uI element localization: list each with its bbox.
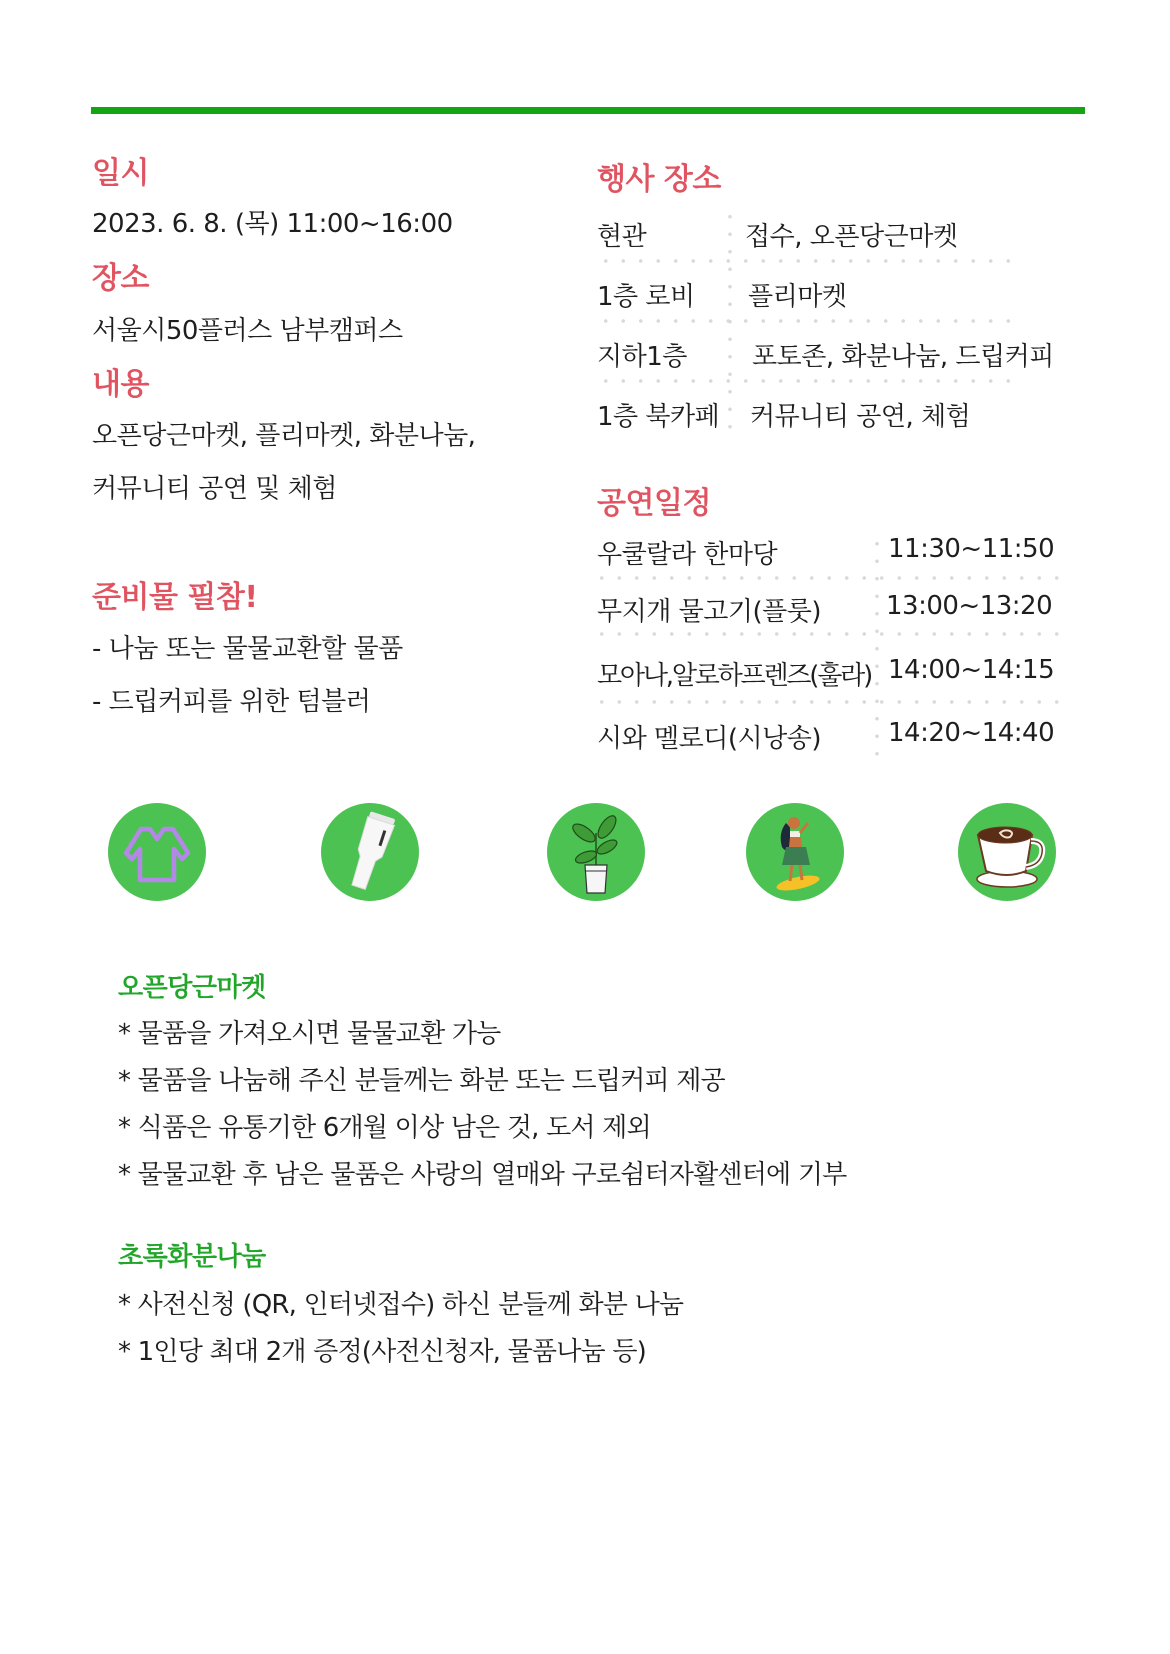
market-heading: 오픈당근마켓 <box>118 973 266 1003</box>
venue-location: 1층 로비 <box>597 282 695 312</box>
market-note: * 물품을 가져오시면 물물교환 가능 <box>118 1019 501 1049</box>
schedule-divider-vertical <box>875 535 879 760</box>
market-note: * 식품은 유통기한 6개월 이상 남은 것, 도서 제외 <box>118 1113 651 1143</box>
plants-note: * 1인당 최대 2개 증정(사전신청자, 물품나눔 등) <box>118 1337 646 1367</box>
plants-note: * 사전신청 (QR, 인터넷접수) 하신 분들께 화분 나눔 <box>118 1290 684 1320</box>
tumbler-icon <box>321 803 419 901</box>
performance-time: 13:00~13:20 <box>886 591 1053 621</box>
performance-time: 11:30~11:50 <box>888 534 1055 564</box>
venue-divider-row <box>597 259 1015 263</box>
plants-heading: 초록화분나눔 <box>118 1242 266 1272</box>
content-heading: 내용 <box>92 367 149 402</box>
schedule-divider-row <box>593 576 1063 580</box>
performance-time: 14:20~14:40 <box>888 718 1055 748</box>
performance-name: 시와 멜로디(시낭송) <box>597 724 821 754</box>
venue-heading: 행사 장소 <box>597 162 721 197</box>
performance-name: 우쿨랄라 한마당 <box>597 540 778 570</box>
venue-location: 현관 <box>597 222 647 252</box>
venue-activity: 커뮤니티 공연, 체험 <box>750 402 971 432</box>
venue-activity: 포토존, 화분나눔, 드립커피 <box>752 342 1054 372</box>
prep-item: - 드립커피를 위한 텀블러 <box>92 687 371 717</box>
content-line-2: 커뮤니티 공연 및 체험 <box>92 474 337 504</box>
place-value: 서울시50플러스 남부캠퍼스 <box>92 316 403 346</box>
performance-time: 14:00~14:15 <box>888 655 1055 685</box>
venue-divider-row <box>597 319 1015 323</box>
prep-item: - 나눔 또는 물물교환할 물품 <box>92 634 403 664</box>
market-note: * 물품을 나눔해 주신 분들께는 화분 또는 드립커피 제공 <box>118 1066 725 1096</box>
venue-location: 지하1층 <box>597 342 687 372</box>
date-heading: 일시 <box>92 156 149 191</box>
schedule-divider-row <box>593 700 1063 704</box>
hula-dancer-icon <box>746 803 844 901</box>
schedule-divider-row <box>593 632 1063 636</box>
venue-activity: 접수, 오픈당근마켓 <box>745 222 958 252</box>
schedule-heading: 공연일정 <box>597 486 711 521</box>
performance-name: 모아나,알로하프렌즈(훌라) <box>597 661 872 691</box>
performance-name: 무지개 물고기(플룻) <box>597 597 821 627</box>
coffee-cup-icon <box>958 803 1056 901</box>
date-value: 2023. 6. 8. (목) 11:00~16:00 <box>92 209 453 239</box>
prep-heading: 준비물 필참! <box>92 580 258 615</box>
clothing-icon <box>108 803 206 901</box>
venue-divider-row <box>597 379 1015 383</box>
venue-location: 1층 북카페 <box>597 402 720 432</box>
market-note: * 물물교환 후 남은 물품은 사랑의 열매와 구로쉼터자활센터에 기부 <box>118 1160 847 1190</box>
top-accent-bar <box>91 107 1085 114</box>
content-line-1: 오픈당근마켓, 플리마켓, 화분나눔, <box>92 421 476 451</box>
venue-activity: 플리마켓 <box>748 282 847 312</box>
place-heading: 장소 <box>92 261 149 296</box>
potted-plant-icon <box>547 803 645 901</box>
